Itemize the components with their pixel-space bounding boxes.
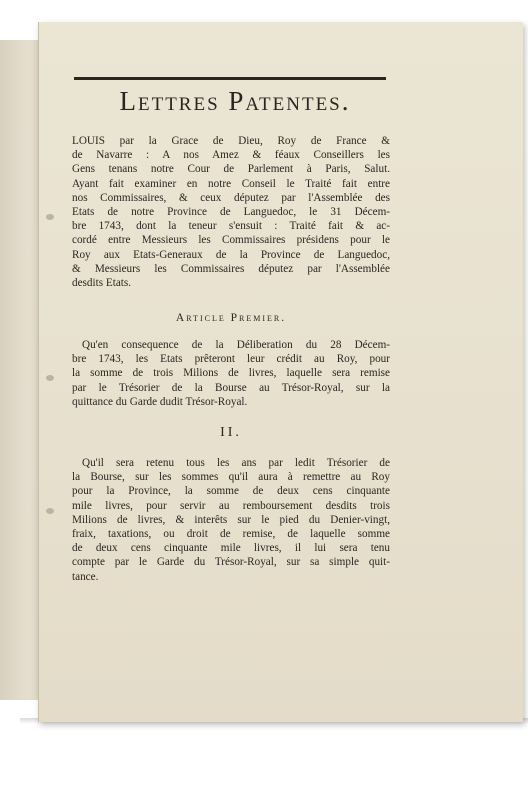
text-line: mile livres, pour servir au remboursement desdits trois: [72, 499, 390, 512]
text-line: de Navarre : A nos Amez & féaux Conseillers les: [72, 149, 390, 162]
text-line: Gens tenans notre Cour de Parlement à Paris, Salut.: [72, 163, 390, 176]
text-line: Milions de livres, & interêts sur le pied du Denier-vingt,: [72, 513, 390, 526]
text-line: par le Trésorier de la Bourse au Trésor-Royal, sur la: [72, 381, 390, 394]
text-line: Qu'il sera retenu tous les ans par ledit Trésorier de: [82, 457, 390, 469]
text-line: Ayant fait examiner en notre Conseil le Traité fait entre: [72, 177, 390, 190]
text-line: bre 1743, les Etats prêteront leur crédit au Roy, pour: [72, 353, 390, 366]
text-line: de deux cens cinquante mile livres, il lui sera tenu: [72, 542, 390, 555]
text-line: cordé entre Messieurs les Commissaires présidens pour le: [72, 234, 390, 247]
binding-hole: [46, 214, 54, 220]
article-2-heading: II.: [220, 425, 242, 440]
article-1-paragraph: [72, 338, 390, 409]
article-2-paragraph: [72, 456, 390, 584]
text-line: la Bourse, sur les sommes qu'il aura à remettre au Roy: [72, 471, 390, 484]
text-line: pour la Province, la somme de deux cens cinquante: [72, 485, 390, 498]
binding-hole: [46, 375, 54, 381]
intro-paragraph: [72, 134, 390, 290]
text-line: quittance du Garde dudit Trésor-Royal.: [72, 395, 248, 408]
header-rule: [74, 77, 386, 80]
text-line: fraix, taxations, ou droit de remise, de laquelle somme: [72, 528, 390, 541]
document-title: Lettres Patentes.: [119, 86, 351, 116]
text-line: bre 1743, dont la teneur s'ensuit : Traité fait & ac-: [72, 220, 390, 233]
text-line: Etats de notre Province de Languedoc, le 31 Décem-: [72, 206, 390, 219]
text-line: Roy aux Etats-Generaux de la Province de Languedoc,: [72, 248, 390, 261]
binding-hole: [46, 508, 54, 514]
text-line: Qu'en consequence de la Déliberation du 28 Décem-: [82, 339, 390, 351]
text-line: la somme de trois Milions de livres, laquelle sera remise: [72, 367, 390, 380]
text-line: & Messieurs les Commissaires députez par l'Assemblée: [72, 262, 390, 275]
text-line: compte par le Garde du Trésor-Royal, sur sa simple quit-: [72, 556, 390, 569]
text-line: LOUIS par la Grace de Dieu, Roy de France &: [72, 135, 390, 147]
text-line: tance.: [72, 570, 99, 583]
text-line: desdits Etats.: [72, 277, 132, 290]
text-line: nos Commissaires, & ceux députez par l'Assemblée des: [72, 191, 390, 204]
article-1-heading: Article Premier.: [175, 312, 287, 324]
